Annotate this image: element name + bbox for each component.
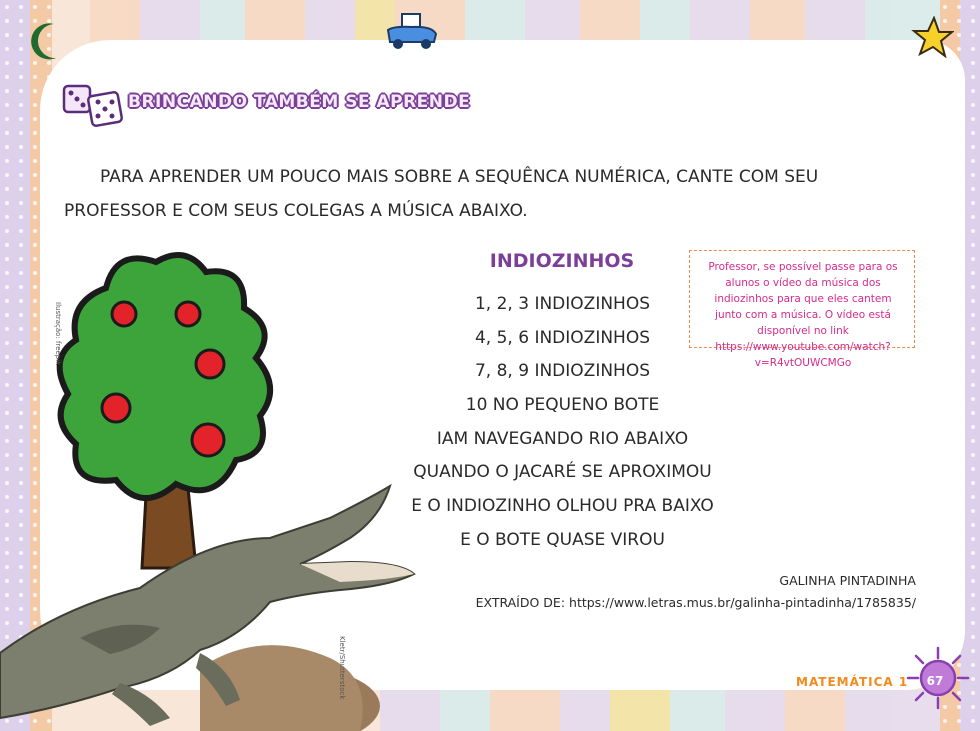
footer-subject: MATEMÁTICA 1 [796, 675, 909, 689]
song-credits [476, 570, 916, 614]
lyric-line: E O BOTE QUASE VIROU [460, 529, 665, 550]
crocodile-photo [0, 478, 420, 731]
lyric-line: 4, 5, 6 INDIOZINHOS [474, 327, 650, 348]
lyric-line: IAM NAVEGANDO RIO ABAIXO [436, 428, 689, 449]
song-title: INDIOZINHOS [489, 250, 635, 272]
lyric-line: 1, 2, 3 INDIOZINHOS [474, 294, 650, 314]
lyric-line: 7, 8, 9 INDIOZINHOS [474, 361, 650, 382]
crocodile-photo-credit: Kletr/Shutterstock [338, 636, 346, 700]
page-number: 67 [926, 674, 944, 688]
intro-paragraph: PARA APRENDER UM POUCO MAIS SOBRE A SEQUÊNCA NUMÉRICA, CANTE COM SEU PROFESSOR E COM SEUS COLEGAS A MÚSICA ABAIXO. [64, 167, 819, 221]
section-title: BRINCANDO TAMBÉM SE APRENDE [128, 92, 471, 112]
car-icon [384, 10, 440, 52]
moon-icon [30, 20, 62, 62]
lyric-line: E O INDIOZINHO OLHOU PRA BAIXO [411, 496, 714, 517]
teacher-note: Professor, se possível passe para os alunos o vídeo da música dos indiozinhos para que eles cantem junto com a música. O vídeo está disponível no link https://www.youtube.com/watch?v=R4vtOUWCMGo [689, 250, 915, 348]
song-author: GALINHA PINTADINHA [779, 573, 916, 588]
dice-icon [62, 74, 126, 132]
tree-illustration-credit: Ilustração: freepik [54, 302, 62, 366]
song-source-link: EXTRAÍDO DE: https://www.letras.mus.br/galinha-pintadinha/1785835/ [475, 595, 916, 610]
lyric-line: QUANDO O JACARÉ SE APROXIMOU [413, 462, 712, 483]
lyric-line: 10 NO PEQUENO BOTE [465, 395, 660, 416]
star-icon [910, 16, 954, 58]
